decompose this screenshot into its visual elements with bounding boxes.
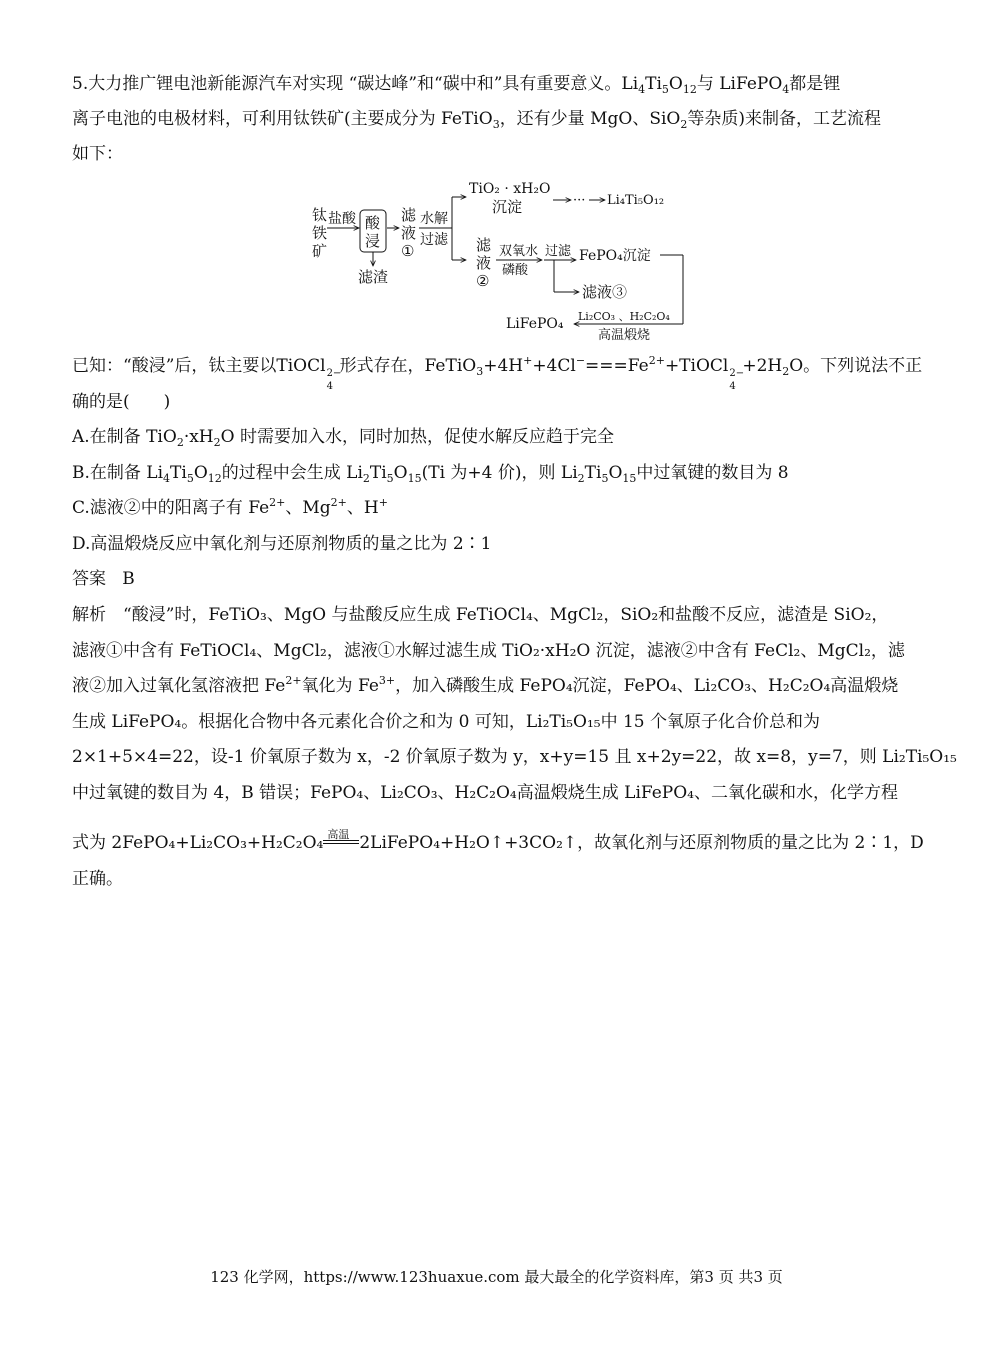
- filtrate1-label-1: 滤: [401, 206, 417, 224]
- analysis-line-8: 正确。: [72, 869, 123, 889]
- option-b: B.在制备 $Li_4Ti_5O_{12}$的过程中会生成 $Li_2Ti_5O_{15}(Ti$ 为+4 价)，则 $Li_2Ti_5O_{15}$中过氧键的数目为 8: [72, 463, 789, 485]
- question-number: 5.: [72, 74, 89, 94]
- analysis-line-2: 滤液①中含有 FeTiOCl₄、MgCl₂，滤液①水解过滤生成 TiO₂·xH₂O 沉淀，滤液②中含有 FeCl₂、MgCl₂，滤: [72, 641, 905, 661]
- ore-label-2: 铁: [312, 224, 328, 242]
- filtrate1-label-3: ①: [401, 242, 415, 260]
- option-c: C.滤液②中的阳离子有 $Fe^{2+}$、$Mg^{2+}$、H+: [72, 496, 388, 518]
- known-line-1: 已知：“酸浸”后，钛主要以TiOCl 2− 4 形式存在，$FeTiO_3+4H^++4Cl^-===Fe^{2+}+TiOCl$ 2− 4 $+2H_2O$。下列说法不正: [72, 354, 923, 392]
- leach-label-2: 浸: [365, 232, 381, 250]
- option-d: D.高温煅烧反应中氧化剂与还原剂物质的量之比为 2∶1: [72, 534, 492, 554]
- question-stem-line-3: 如下：: [72, 144, 123, 164]
- analysis-line-5: 2×1+5×4=22，设-1 价氧原子数为 x，-2 价氧原子数为 y，x+y=15 且 x+2y=22，故 x=8，y=7，则 Li₂Ti₅O₁₅: [72, 747, 957, 767]
- ellipsis: ···: [573, 193, 586, 208]
- filter2-label: 过滤: [545, 244, 572, 259]
- analysis-line-1: 解析 “酸浸”时，FeTiO₃、MgO 与盐酸反应生成 FeTiOCl₄、MgCl₂，SiO₂和盐酸不反应，滤渣是 SiO₂，: [72, 605, 889, 625]
- option-a: A.在制备 $TiO_2\cdot xH_2O$ 时需要加入水，同时加热，促使水解反应趋于完全: [72, 427, 614, 449]
- process-flow-diagram: [300, 176, 700, 342]
- analysis-line-4: 生成 LiFePO₄。根据化合物中各元素化合价之和为 0 可知，Li₂Ti₅O₁₅中 15 个氧原子化合价总和为: [72, 712, 821, 732]
- analysis-line-6: 中过氧键的数目为 4，B 错误；FePO₄、Li₂CO₃、H₂C₂O₄高温煅烧生成 LiFePO₄、二氧化碳和水，化学方程: [72, 783, 898, 803]
- page-footer: 123 化学网，https://www.123huaxue.com 最大最全的化学资料库，第3 页 共3 页: [210, 1268, 783, 1286]
- answer-label: 答案: [72, 569, 106, 589]
- calcine-condition: 高温煅烧: [598, 328, 651, 342]
- answer-value: B: [122, 569, 135, 589]
- filtrate3-label: 滤液③: [582, 283, 628, 301]
- acid-label: 盐酸: [328, 211, 356, 227]
- filtrate2-label-1: 滤: [476, 236, 492, 254]
- filtrate2-label-3: ②: [476, 272, 490, 290]
- reaction-condition-arrow: 高温: [323, 837, 359, 851]
- ore-label-3: 矿: [312, 242, 328, 260]
- filter1-label: 过滤: [420, 232, 448, 248]
- lifepo4-product: LiFePO₄: [506, 316, 564, 332]
- fepo4-precipitate: FePO₄沉淀: [579, 248, 651, 264]
- residue-label: 滤渣: [358, 268, 389, 286]
- leach-label-1: 酸: [365, 214, 381, 232]
- answer-line: [72, 567, 135, 591]
- known-line-2: 确的是( ): [72, 392, 171, 412]
- calcine-reagents: Li₂CO₃ 、H₂C₂O₄: [578, 310, 670, 323]
- filtrate2-label-2: 液: [476, 254, 492, 272]
- question-stem-line-1: 5.大力推广锂电池新能源汽车对实现 “碳达峰”和“碳中和”具有重要意义。$Li_4Ti_5O_{12}$与 LiFePO$_4$都是锂: [72, 74, 841, 96]
- phosphoric-label: 磷酸: [502, 263, 529, 278]
- analysis-line-7: 式为 2FePO₄+Li₂CO₃+H₂C₂O₄ 高温 2LiFePO₄+H₂O↑+3CO₂↑，故氧化剂与还原剂物质的量之比为 2∶1，D: [72, 827, 924, 853]
- question-stem-line-2: 离子电池的电极材料，可利用钛铁矿(主要成分为 FeTiO$_3$，还有少量 MgO、SiO$_2$等杂质)来制备，工艺流程: [72, 109, 881, 131]
- filtrate1-label-2: 液: [401, 224, 417, 242]
- ore-label-1: 钛: [312, 206, 328, 224]
- analysis-line-3: 液②加入过氧化氢溶液把 $Fe^{2+}$氧化为 $Fe^{3+}$，加入磷酸生成 FePO₄沉淀，FePO₄、Li₂CO₃、H₂C₂O₄高温煅烧: [72, 674, 899, 696]
- lto-product: Li₄Ti₅O₁₂: [607, 193, 665, 208]
- h2o2-label: 双氧水: [499, 244, 539, 259]
- tio2-precipitate-formula: TiO₂ · xH₂O: [469, 181, 551, 197]
- tio2-precipitate-label: 沉淀: [492, 198, 523, 216]
- hydrolysis-label: 水解: [420, 211, 448, 227]
- question-stem: 大力推广锂电池新能源汽车对实现 “碳达峰”和“碳中和”具有重要意义。: [88, 74, 622, 94]
